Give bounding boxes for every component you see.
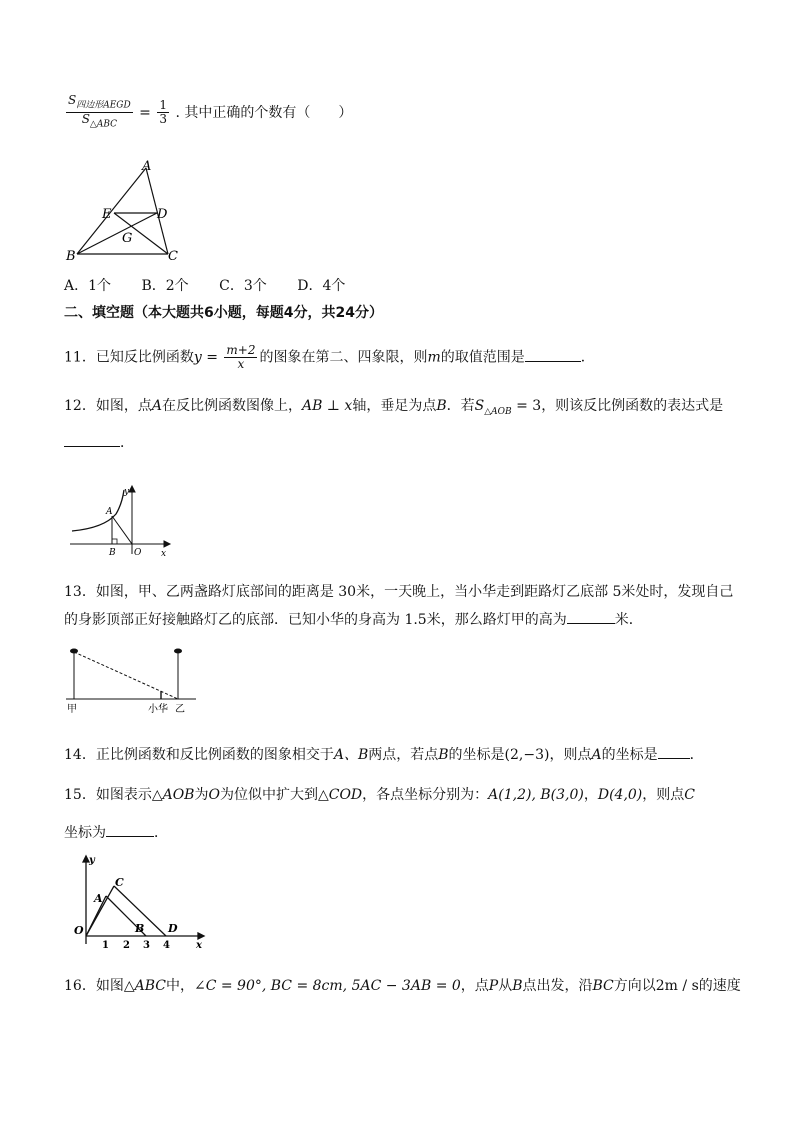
q10-triangle-figure bbox=[64, 158, 184, 266]
q12-text3: 轴，垂足为点 bbox=[352, 398, 437, 414]
q10-options bbox=[64, 277, 371, 295]
q11-frac-num: m+2 bbox=[226, 343, 256, 357]
q13-label-xiaohua: 小华 bbox=[148, 704, 168, 715]
q15-label-d: D bbox=[168, 922, 178, 935]
q15-homothety-figure bbox=[64, 852, 210, 950]
q16-tri-abc: △ABC bbox=[123, 978, 166, 994]
q11-frac-den: x bbox=[237, 357, 245, 371]
q13-lamp-yi-head bbox=[174, 649, 182, 654]
q11-equals: = bbox=[201, 349, 223, 366]
q15-text4: ，各点坐标分别为： bbox=[362, 787, 489, 803]
q11-end: ． bbox=[580, 349, 595, 366]
q14-text5: 的坐标是 bbox=[601, 747, 658, 763]
q10-label-c: C bbox=[168, 249, 178, 264]
q10-frac-den: S bbox=[81, 112, 90, 127]
q16-condition: ∠C = 90°, BC = 8cm, 5AC − 3AB = 0 bbox=[193, 978, 461, 994]
q11-answer-blank[interactable] bbox=[525, 347, 581, 362]
q15-answer-blank[interactable] bbox=[106, 822, 154, 837]
q12-number: 12． bbox=[64, 398, 96, 414]
q16-text7: 的速度 bbox=[698, 978, 741, 994]
q15-line2-text: 坐标为 bbox=[64, 825, 106, 841]
q14-text3: 的坐标是 bbox=[448, 747, 505, 763]
q13-streetlight-figure bbox=[64, 644, 204, 716]
q16-text5: 点出发，沿 bbox=[522, 978, 593, 994]
q10-option-d[interactable]: D．4个 bbox=[297, 278, 346, 294]
q12-label-a: A bbox=[106, 507, 113, 517]
q15-comma: ， bbox=[583, 787, 598, 803]
q15-end: ． bbox=[154, 825, 168, 841]
q14-line bbox=[64, 744, 704, 764]
q10-fraction-one-third bbox=[157, 99, 169, 126]
q15-tri-cod: △COD bbox=[317, 787, 363, 803]
q14-text1: 14．正比例函数和反比例函数的图象相交于 bbox=[64, 747, 334, 763]
q15-label-a: A bbox=[94, 892, 103, 905]
q15-tick-4: 4 bbox=[163, 940, 170, 950]
q14-coord-b: (2,−3) bbox=[504, 747, 550, 763]
q10-edge-bd bbox=[77, 213, 157, 254]
q16-text2: 中， bbox=[165, 978, 194, 994]
q12-hyperbola-figure bbox=[64, 484, 176, 558]
q15-coords-ab: A(1,2), B(3,0) bbox=[488, 787, 584, 803]
q10-frac2-den: 3 bbox=[159, 112, 167, 127]
q10-option-b[interactable]: B．2个 bbox=[141, 278, 189, 294]
q12-s-sub: △AOB bbox=[484, 406, 512, 417]
q14-ab: A、B bbox=[333, 747, 369, 763]
q10-label-a: A bbox=[142, 159, 152, 174]
q11-number: 11． bbox=[64, 349, 96, 366]
q12-text2: 在反比例函数图像上， bbox=[161, 398, 302, 414]
q10-label-g: G bbox=[122, 231, 133, 246]
q12-segment-ao bbox=[112, 516, 132, 544]
q10-fraction-area bbox=[66, 94, 133, 132]
q15-tick-2: 2 bbox=[123, 940, 130, 950]
q13-line2-text: 的身影顶部正好接触路灯乙的底部．已知小华的身高为 1.5米，那么路灯甲的高为 bbox=[64, 612, 567, 628]
q10-label-b: B bbox=[66, 249, 76, 264]
q12-text4: ．若 bbox=[446, 398, 475, 414]
q12-ab-perp: AB ⊥ x bbox=[301, 398, 353, 414]
q16-text6: 方向以 bbox=[613, 978, 656, 994]
q12-end: ． bbox=[120, 435, 134, 451]
q15-tick-3: 3 bbox=[143, 940, 150, 950]
q15-line1 bbox=[64, 786, 695, 804]
q11-text-post2: 的取值范围是 bbox=[440, 349, 525, 366]
q10-label-e: E bbox=[102, 207, 112, 222]
q15-o: O bbox=[208, 787, 220, 803]
q13-label-yi: 乙 bbox=[175, 704, 185, 715]
q12-line1 bbox=[64, 397, 723, 421]
q15-line2 bbox=[64, 822, 168, 842]
q13-light-ray bbox=[74, 652, 178, 699]
q12-hyperbola-curve bbox=[72, 490, 124, 531]
q10-option-c[interactable]: C．3个 bbox=[219, 278, 267, 294]
q15-label-y: y bbox=[89, 855, 95, 866]
q14-text4: ，则点 bbox=[549, 747, 592, 763]
q12-label-o: O bbox=[134, 548, 142, 558]
q10-question-tail: . 其中正确的个数有（ ） bbox=[175, 104, 353, 121]
q16-text4: 从 bbox=[498, 978, 513, 994]
q11-y: y bbox=[193, 349, 202, 366]
q15-text3: 为位似中扩大到 bbox=[219, 787, 318, 803]
q14-text2: 两点，若点 bbox=[368, 747, 439, 763]
q12-label-b: B bbox=[109, 548, 116, 558]
section-2-title: 二、填空题（本大题共6小题，每题4分，共24分） bbox=[64, 305, 383, 321]
q11-text-pre: 已知反比例函数 bbox=[95, 349, 194, 366]
q12-label-y: y bbox=[124, 487, 130, 497]
q10-option-a[interactable]: A．1个 bbox=[64, 278, 112, 294]
q16-text3: ，点 bbox=[460, 978, 489, 994]
q15-tri-aob: △AOB bbox=[151, 787, 195, 803]
q15-label-b: B bbox=[135, 922, 145, 935]
q14-b: B bbox=[438, 747, 449, 763]
q11-fraction bbox=[224, 344, 257, 371]
q12-s-eq: = 3 bbox=[511, 398, 542, 414]
q11-text-post1: 的图象在第二、四象限，则 bbox=[259, 349, 428, 366]
q12-s: S bbox=[474, 398, 485, 414]
q15-label-x: x bbox=[196, 940, 202, 950]
q15-text1: 15．如图表示 bbox=[64, 787, 152, 803]
q16-b: B bbox=[512, 978, 523, 994]
q11-line bbox=[64, 344, 595, 371]
q10-frac-den-sub: △ABC bbox=[89, 119, 118, 130]
q15-coord-d: D(4,0) bbox=[597, 787, 643, 803]
q12-text5: ，则该反比例函数的表达式是 bbox=[541, 398, 724, 414]
q14-end: ． bbox=[689, 747, 704, 763]
q10-frac2-num: 1 bbox=[159, 98, 167, 113]
q15-c: C bbox=[684, 787, 695, 803]
q16-bc: BC bbox=[592, 978, 614, 994]
q13-answer-blank[interactable] bbox=[567, 609, 615, 624]
q16-text1: 16．如图 bbox=[64, 978, 124, 994]
q12-text1: 如图，点 bbox=[95, 398, 152, 414]
q12-label-x: x bbox=[161, 549, 167, 558]
q14-answer-blank[interactable] bbox=[658, 744, 690, 759]
q10-ratio-line bbox=[64, 94, 352, 132]
q13-line1: 13．如图，甲、乙两盏路灯底部间的距离是 30米，一天晚上，当小华走到距路灯乙底部 5米处时，发现自己 bbox=[64, 584, 734, 600]
q13-lamp-jia-head bbox=[70, 649, 78, 654]
q12-answer-blank[interactable] bbox=[64, 432, 120, 447]
q16-speed: 2m / s bbox=[655, 978, 699, 994]
q10-equals: = bbox=[139, 104, 151, 121]
q15-text5: ，则点 bbox=[642, 787, 685, 803]
q11-m: m bbox=[427, 349, 441, 366]
q13-label-jia: 甲 bbox=[67, 704, 77, 715]
q15-tick-1: 1 bbox=[102, 940, 109, 950]
q10-frac-num: S bbox=[68, 93, 77, 107]
q15-label-c: C bbox=[115, 876, 124, 889]
q15-text2: 为 bbox=[194, 787, 209, 803]
q12-a: A bbox=[151, 398, 162, 414]
q10-frac-num-sub: 四边形AEGD bbox=[76, 100, 131, 111]
q14-a: A bbox=[591, 747, 602, 763]
q10-label-d: D bbox=[157, 207, 168, 222]
q12-right-angle-mark bbox=[112, 539, 117, 544]
q15-label-o: O bbox=[74, 924, 84, 937]
q12-b: B bbox=[436, 398, 447, 414]
q13-line2-end: 米． bbox=[614, 612, 643, 628]
q13-line2 bbox=[64, 609, 643, 629]
q16-line bbox=[64, 977, 741, 995]
q12-line2 bbox=[64, 432, 134, 452]
q16-p: P bbox=[488, 978, 499, 994]
q10-edge-ab bbox=[77, 168, 146, 254]
